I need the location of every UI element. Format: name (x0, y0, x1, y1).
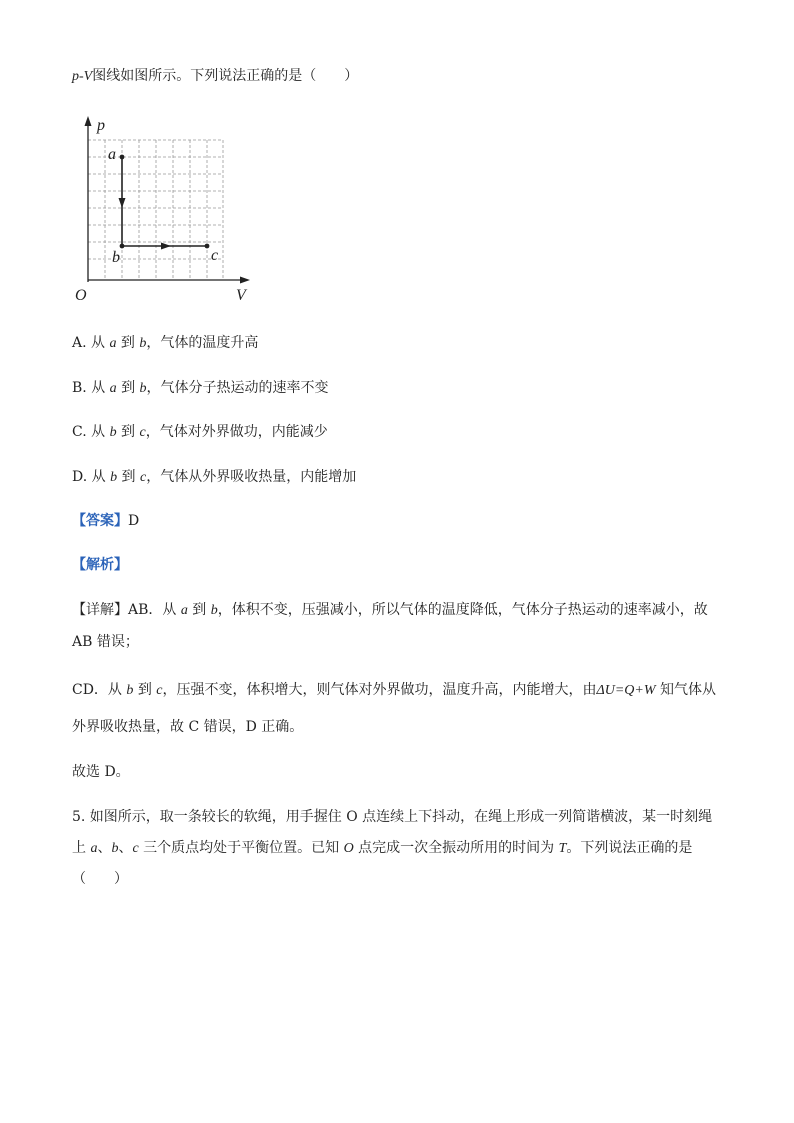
label-a: a (108, 146, 116, 163)
answer-value: D (128, 513, 140, 529)
label-b: b (112, 249, 120, 266)
label-origin: O (75, 287, 87, 304)
question5-line3: （ ） (72, 871, 128, 887)
arrow-bc (161, 243, 171, 250)
question5-line1: 5. 如图所示，取一条较长的软绳，用手握住 O 点连续上下抖动，在绳上形成一列简谐横波，某一时刻绳 (72, 809, 713, 825)
point-c (205, 244, 210, 249)
detail-p2-line1: CD．从 b 到 c，压强不变，体积增大，则气体对外界做功，温度升高，内能增大，由ΔU=Q+W 知气体从 (72, 682, 716, 698)
pv-diagram (66, 110, 266, 310)
answer-line (72, 511, 139, 531)
detail-conclusion: 故选 D。 (72, 764, 130, 780)
detail-p1-line1: 【详解】AB．从 a 到 b，体积不变，压强减小，所以气体的温度降低，气体分子热运动的速率减小，故 (72, 602, 708, 618)
label-p: p (97, 117, 105, 134)
p-axis-arrow (85, 116, 92, 126)
pv-symbol: p-V (72, 69, 93, 84)
option-b: B. 从 a 到 b，气体分子热运动的速率不变 (72, 380, 329, 396)
arrow-ab (119, 198, 126, 208)
detail-label: 【详解】 (72, 602, 128, 618)
option-d: D. 从 b 到 c，气体从外界吸收热量，内能增加 (72, 469, 357, 485)
label-v: V (236, 287, 246, 304)
detail-p1-line2: AB 错误； (72, 634, 139, 650)
question5-line2: 上 a、b、c 三个质点均处于平衡位置。已知 O 点完成一次全振动所用的时间为 T。下列说法正确的是 (72, 840, 693, 856)
answer-label: 【答案】 (72, 513, 128, 529)
question-stem (72, 66, 358, 87)
energy-formula: ΔU=Q+W (596, 683, 656, 698)
detail-p2-line2: 外界吸收热量，故 C 错误，D 正确。 (72, 719, 304, 735)
v-axis-arrow (240, 277, 250, 284)
stem-text: 图线如图所示。下列说法正确的是（ ） (92, 68, 359, 84)
label-c: c (211, 247, 219, 264)
option-c: C. 从 b 到 c，气体对外界做功，内能减少 (72, 424, 328, 440)
option-a: A. 从 a 到 b，气体的温度升高 (72, 335, 259, 351)
point-b (120, 244, 125, 249)
point-a (120, 155, 125, 160)
analysis-line (72, 555, 128, 575)
analysis-label: 【解析】 (72, 557, 128, 573)
